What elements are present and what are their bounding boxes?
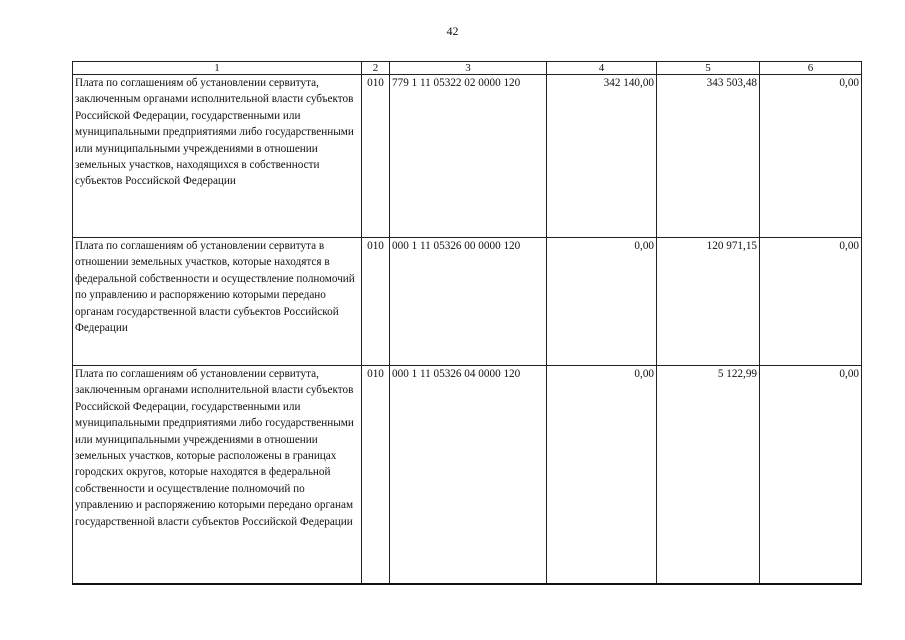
admin-code-cell: 010 (362, 366, 390, 585)
table-row (73, 75, 862, 238)
column-header-3: 3 (390, 62, 547, 75)
revenue-name-cell: Плата по соглашениям об установлении сервитута, заключенным органами исполнительной власти субъектов Российской Федерации, государственными или муниципальными предприятиями либо государственными или муниципальными учреждениями в отношении земельных участков, находящихся в собственности субъектов Российской Федерации (73, 75, 362, 238)
table-row (73, 366, 862, 585)
kbk-code-cell: 779 1 11 05322 02 0000 120 (390, 75, 547, 238)
column-6-value: 0,00 (760, 238, 862, 366)
column-header-6: 6 (760, 62, 862, 75)
column-5-value: 343 503,48 (657, 75, 760, 238)
column-6-value: 0,00 (760, 75, 862, 238)
column-5-value: 5 122,99 (657, 366, 760, 585)
admin-code-cell: 010 (362, 238, 390, 366)
column-4-value: 0,00 (547, 238, 657, 366)
admin-code-cell: 010 (362, 75, 390, 238)
table-body (73, 75, 862, 585)
revenue-name-cell: Плата по соглашениям об установлении сервитута, заключенным органами исполнительной власти субъектов Российской Федерации, государственными или муниципальными предприятиями либо государственными или муниципальными учреждениями в отношении земельных участков, которые расположены в границах городских округов, которые находятся в федеральной собственности и осуществление полномочий по управлению и распоряжению которыми передано органам государственной власти субъектов Российской Федерации (73, 366, 362, 585)
column-header-4: 4 (547, 62, 657, 75)
table-row (73, 238, 862, 366)
revenue-table (72, 61, 862, 585)
header-row (73, 62, 862, 75)
column-4-value: 0,00 (547, 366, 657, 585)
column-header-5: 5 (657, 62, 760, 75)
page-number: 42 (446, 24, 459, 38)
column-4-value: 342 140,00 (547, 75, 657, 238)
column-6-value: 0,00 (760, 366, 862, 585)
kbk-code-cell: 000 1 11 05326 04 0000 120 (390, 366, 547, 585)
column-header-2: 2 (362, 62, 390, 75)
table-header (73, 62, 862, 75)
column-header-1: 1 (73, 62, 362, 75)
kbk-code-cell: 000 1 11 05326 00 0000 120 (390, 238, 547, 366)
column-5-value: 120 971,15 (657, 238, 760, 366)
revenue-name-cell: Плата по соглашениям об установлении сервитута в отношении земельных участков, которые находятся в федеральной собственности и осуществление полномочий по управлению и распоряжению которыми передано органам государственной власти субъектов Российской Федерации (73, 238, 362, 366)
